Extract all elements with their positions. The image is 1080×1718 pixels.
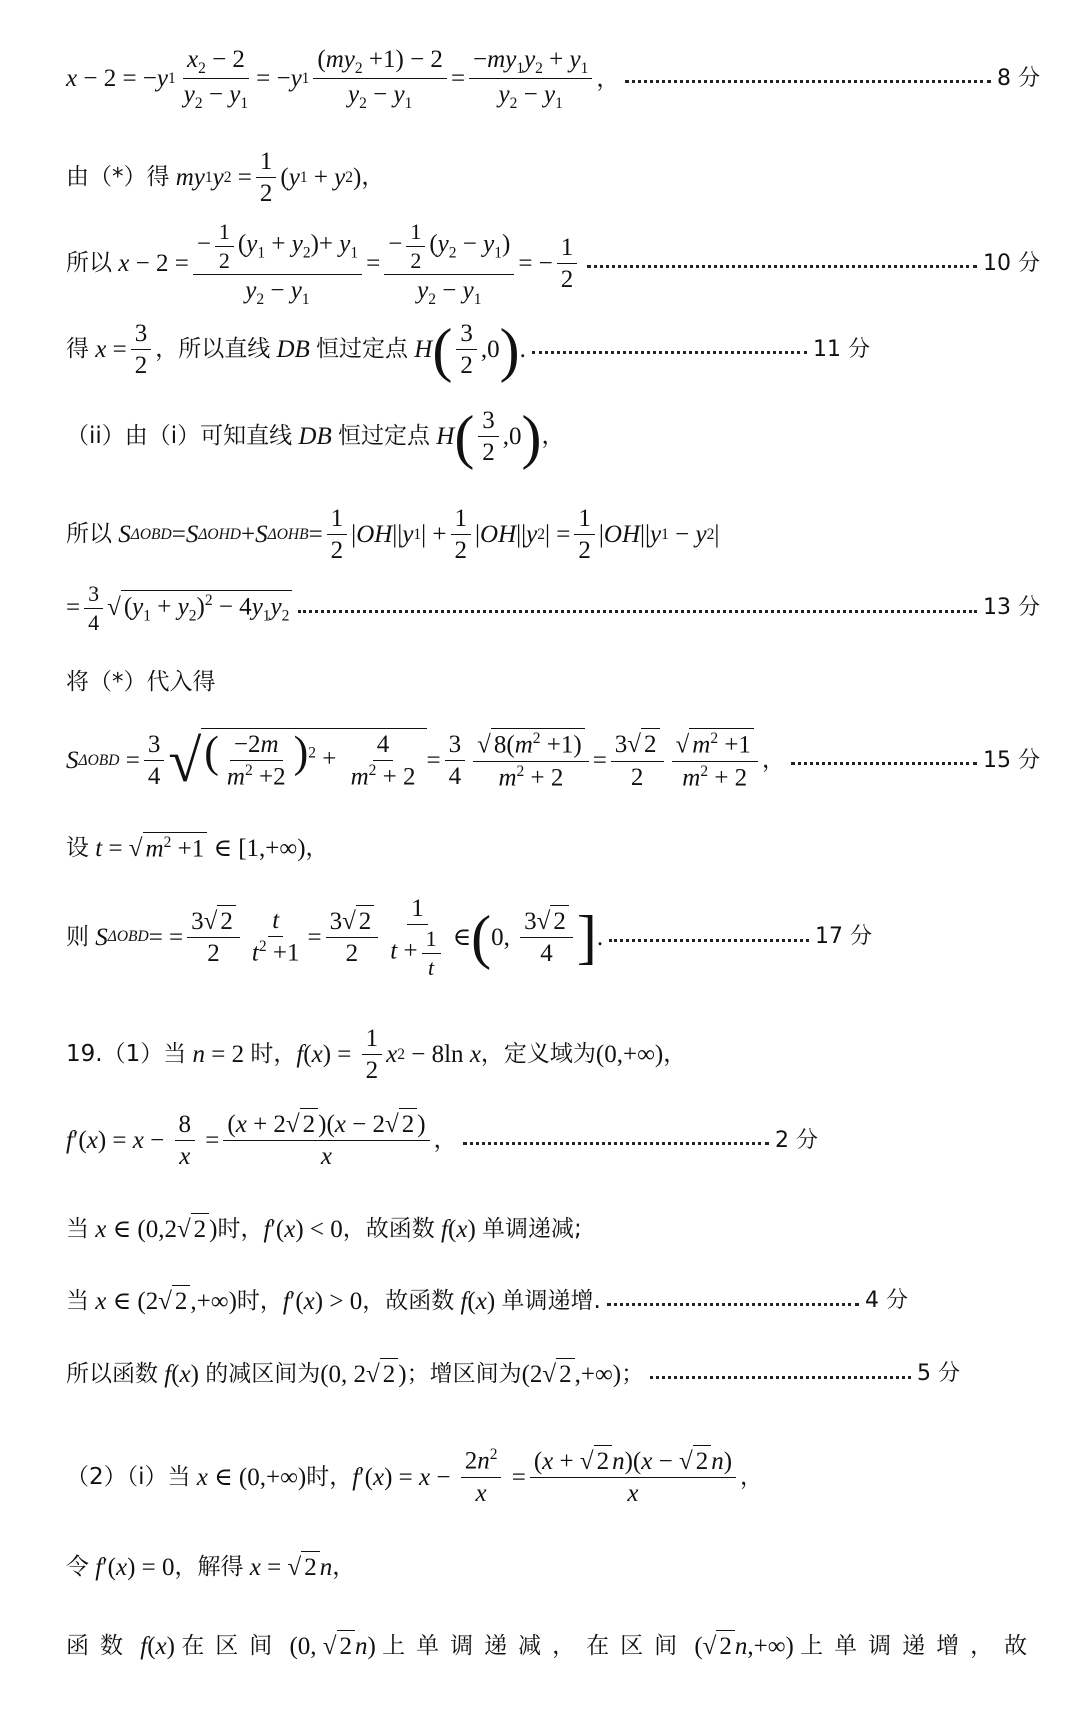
equation-line-15: 当 x ∈ (2√ 2 ,+∞) 时， f ′( x ) > 0 ，故函数 f ( x ) 单调递增. 4 分 (66, 1285, 908, 1317)
dotted-leader (463, 1142, 769, 1145)
equation-line-5: （ii）由（i）可知直线 DB 恒过定点 H ( $\frac{3}{2}$ ,0 ) ， (66, 403, 565, 470)
equation-line-6: 所以 S ΔOBD = S ΔOHD + S ΔOHB = $\frac{1}{2}$ | OH || y 1 | + $\frac{1}{2}$ | OH || y 2 | = $\frac{1}{2}$ | OH || y 1 − y 2 | (66, 505, 720, 565)
text-line: 将（*）代入得 (66, 669, 216, 695)
equation-line-14: 当 x ∈ (0,2√ 2 ) 时， f ′( x ) < 0 ，故函数 f ( x ) 单调递减; (66, 1213, 1040, 1245)
equation-line-19: 函数 f ( x ) 在区间 (0, √ 2 n ) 上单调递减，在区间 (√ 2 n ,+∞) 上单调递增，故 (66, 1630, 1040, 1662)
equation-line-9: S ΔOBD = $\frac{3}{4}$ √ ( $\frac{-2m}{m^2 +2}$ )$^2$ + $\frac{4}{m^2 + 2}$ = $\frac{3}{4}$ $\frac{√ 8(m^2 +1)}{m^2 + 2}$ = $\frac{3√ 2}{2}$ $\frac{√ m^2 +1}{m^2 + 2}$ ， 15 分 (66, 727, 1040, 794)
dotted-leader (298, 610, 977, 613)
equation-line-3: 所以 x − 2 = − $\frac{1}{2}$ $(y_1 + y_2)+ y_1$ $y_2 - y_1$ = − $\frac{1}{2}$ $(y_2 - y_1)$ $y_2 - y_1$ = − $\frac{1}{2}$ 10 分 (66, 219, 1040, 308)
score-mark: 10 分 (983, 250, 1040, 276)
score-mark: 4 分 (865, 1288, 908, 1314)
equation-line-16: 所以函数 f ( x ) 的减区间为 (0, 2√ 2 ) ；增区间为 (2√ 2 ,+∞) ； 5 分 (66, 1358, 960, 1390)
equation-line-1: x − 2 = − y 1 $\frac{x_2 - 2}{y_2 - y_1}$ = − y 1 $\frac{(my_2 +1) - 2}{y_2 - y_1}$ = $\frac{-my_1y_2 + y_1}{y_2 - y_1}$ ， 8 分 (66, 46, 1040, 113)
equation-line-2: 由（*）得 my 1 y 2 = $\frac{1}{2}$ ( y 1 + y 2 ) ， (66, 148, 385, 208)
score-mark: 13 分 (983, 595, 1040, 621)
dotted-leader (607, 1303, 859, 1306)
score-mark: 15 分 (983, 747, 1040, 773)
dotted-leader (587, 265, 977, 268)
equation-line-8 (66, 668, 1040, 697)
equation-line-7: = $\frac{3}{4}$ √ $(y_1 + y_2)^2 - 4y_1y_2$ 13 分 (66, 581, 1040, 635)
equation-line-13: f ′( x ) = x − $\frac{8}{x}$ = $\frac{(x + 2√ 2 )(x - 2√ 2 )}{x}$ ， 2 分 (66, 1108, 818, 1173)
equation-line-12: 19.（1）当 n = 2 时， f ( x ) = $\frac{1}{2}$ x 2 − 8ln x ，定义域为 (0,+∞) ， (66, 1025, 687, 1085)
score-mark: 2 分 (775, 1127, 818, 1153)
score-mark: 8 分 (997, 66, 1040, 92)
dotted-leader (609, 939, 809, 942)
score-mark: 5 分 (917, 1361, 960, 1387)
dotted-leader (791, 762, 977, 765)
equation-line-11: 则 S ΔOBD = = $\frac{3√ 2}{2}$ $\frac{t}{t^2 +1}$ = $\frac{3√ 2}{2}$ 1 t + $\frac{1}{t}$ ∈ ( 0, $\frac{3√ 2}{4}$ ] . 17 分 (66, 895, 872, 980)
dotted-leader (532, 351, 807, 354)
dotted-leader (650, 1376, 911, 1379)
score-mark: 17 分 (815, 924, 872, 950)
equation-line-10: 设 t = √ $m^2 +1$ ∈ [1,+∞) ， (66, 832, 1040, 865)
equation-line-18: 令 f ′( x ) = 0 ，解得 x = √ 2 n ， (66, 1551, 1040, 1583)
score-mark: 11 分 (813, 337, 870, 362)
equation-line-4: 得 x = $\frac{3}{2}$ ，所以直线 DB 恒过定点 H ( $\frac{3}{2}$ ,0 ) . 11 分 (66, 316, 870, 383)
equation-line-17: （2）（i）当 x ∈ (0,+∞) 时， f ′( x ) = x − $\frac{2n^2}{x}$ = $\frac{(x + √ 2 n)(x - √ 2 n)}{x}$ ， (66, 1446, 764, 1508)
dotted-leader (625, 80, 991, 83)
